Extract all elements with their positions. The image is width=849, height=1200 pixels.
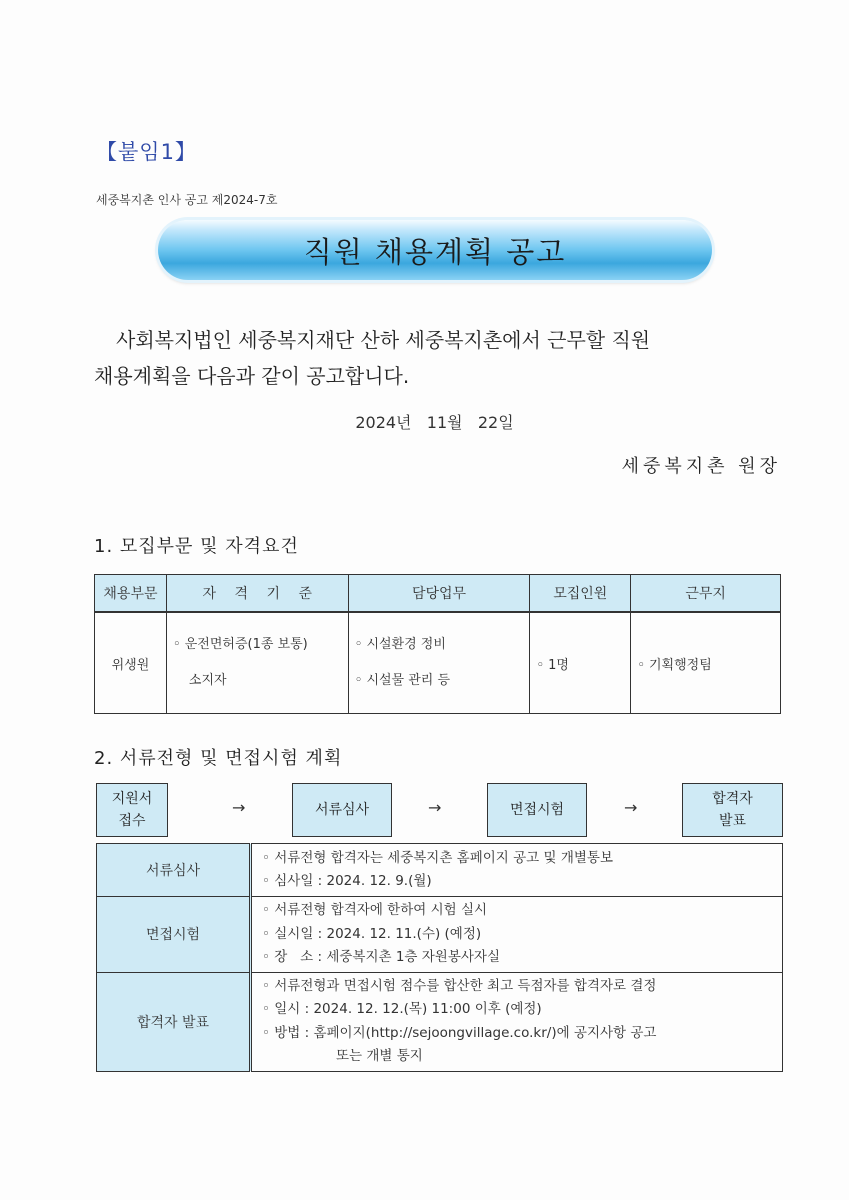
cell-qualification xyxy=(166,612,348,714)
flow-step-document-review-label: 서류심사 xyxy=(314,802,370,818)
flow-step-announcement-line-1: 합격자 xyxy=(712,791,753,807)
list-item: ◦ 방법 : 홈페이지(http://sejoongvillage.co.kr/)에 공지사항 공고 xyxy=(262,1024,657,1041)
items-interview xyxy=(251,897,783,973)
cell-headcount: ◦ 1명 xyxy=(530,612,631,714)
title-banner xyxy=(158,220,712,280)
list-item: ◦ 서류전형과 면접시험 점수를 합산한 최고 득점자를 합격자로 결정 xyxy=(262,977,657,994)
list-item: ◦ 심사일 : 2024. 12. 9.(월) xyxy=(262,873,432,889)
qualification-line-2: 소지자 xyxy=(188,673,227,688)
announcement-date: 2024년 11월 22일 xyxy=(355,413,514,432)
cell-workplace: ◦ 기획행정팀 xyxy=(631,612,781,714)
intro-line-2: 채용계획을 다음과 같이 공고합니다. xyxy=(94,364,410,388)
cell-department: 위생원 xyxy=(95,612,167,714)
flow-step-application xyxy=(96,783,168,837)
table-row xyxy=(95,612,781,714)
items-document-review xyxy=(251,844,783,897)
flow-step-document-review xyxy=(292,783,392,837)
intro-paragraph xyxy=(94,322,774,394)
signer: 세중복지촌 원장 xyxy=(621,456,781,477)
duty-line-2: ◦ 시설물 관리 등 xyxy=(354,673,451,688)
list-item: 또는 개별 통지 xyxy=(336,1048,423,1064)
cell-duties xyxy=(348,612,530,714)
page-title: 직원 채용계획 공고 xyxy=(303,234,567,269)
list-item: ◦ 서류전형 합격자는 세중복지촌 홈페이지 공고 및 개별통보 xyxy=(262,849,613,866)
flow-step-interview-label: 면접시험 xyxy=(509,802,565,818)
recruitment-table xyxy=(94,574,781,714)
flow-step-interview xyxy=(487,783,587,837)
qualification-line-1: ◦ 운전면허증(1종 보통) xyxy=(172,637,308,652)
intro-line-1: 사회복지법인 세중복지재단 산하 세중복지촌에서 근무할 직원 xyxy=(116,328,651,352)
flow-arrow-2: → xyxy=(428,798,442,817)
col-header-headcount: 모집인원 xyxy=(530,575,631,613)
label-interview: 면접시험 xyxy=(97,897,251,973)
col-header-workplace: 근무지 xyxy=(631,575,781,613)
table-header-row xyxy=(95,575,781,613)
notice-number: 세중복지촌 인사 공고 제2024-7호 xyxy=(96,193,278,207)
flow-step-application-line-1: 지원서 xyxy=(111,791,153,807)
flow-step-announcement xyxy=(682,783,783,837)
col-header-qualification: 자 격 기 준 xyxy=(166,575,348,613)
schedule-table xyxy=(96,843,783,1072)
table-row xyxy=(97,972,783,1071)
label-document-review: 서류심사 xyxy=(97,844,251,897)
table-row xyxy=(97,897,783,973)
items-result-announcement xyxy=(251,972,783,1071)
flow-arrow-3: → xyxy=(624,798,638,817)
list-item: ◦ 장 소 : 세중복지촌 1층 자원봉사자실 xyxy=(262,949,501,965)
flow-step-application-line-2: 접수 xyxy=(118,813,146,829)
duty-line-1: ◦ 시설환경 정비 xyxy=(354,637,446,652)
list-item: ◦ 실시일 : 2024. 12. 11.(수) (예정) xyxy=(262,925,482,942)
flow-arrow-1: → xyxy=(232,798,246,817)
table-row xyxy=(97,844,783,897)
list-item: ◦ 일시 : 2024. 12. 12.(목) 11:00 이후 (예정) xyxy=(262,1001,542,1017)
list-item: ◦ 서류전형 합격자에 한하여 시험 실시 xyxy=(262,902,488,918)
col-header-department: 채용부문 xyxy=(95,575,167,613)
attachment-label: 【붙임1】 xyxy=(96,140,197,164)
section-2-heading: 2. 서류전형 및 면접시험 계획 xyxy=(94,748,343,769)
label-result-announcement: 합격자 발표 xyxy=(97,972,251,1071)
col-header-duties: 담당업무 xyxy=(348,575,530,613)
section-1-heading: 1. 모집부문 및 자격요건 xyxy=(94,536,299,557)
flow-step-announcement-line-2: 발표 xyxy=(718,813,747,829)
